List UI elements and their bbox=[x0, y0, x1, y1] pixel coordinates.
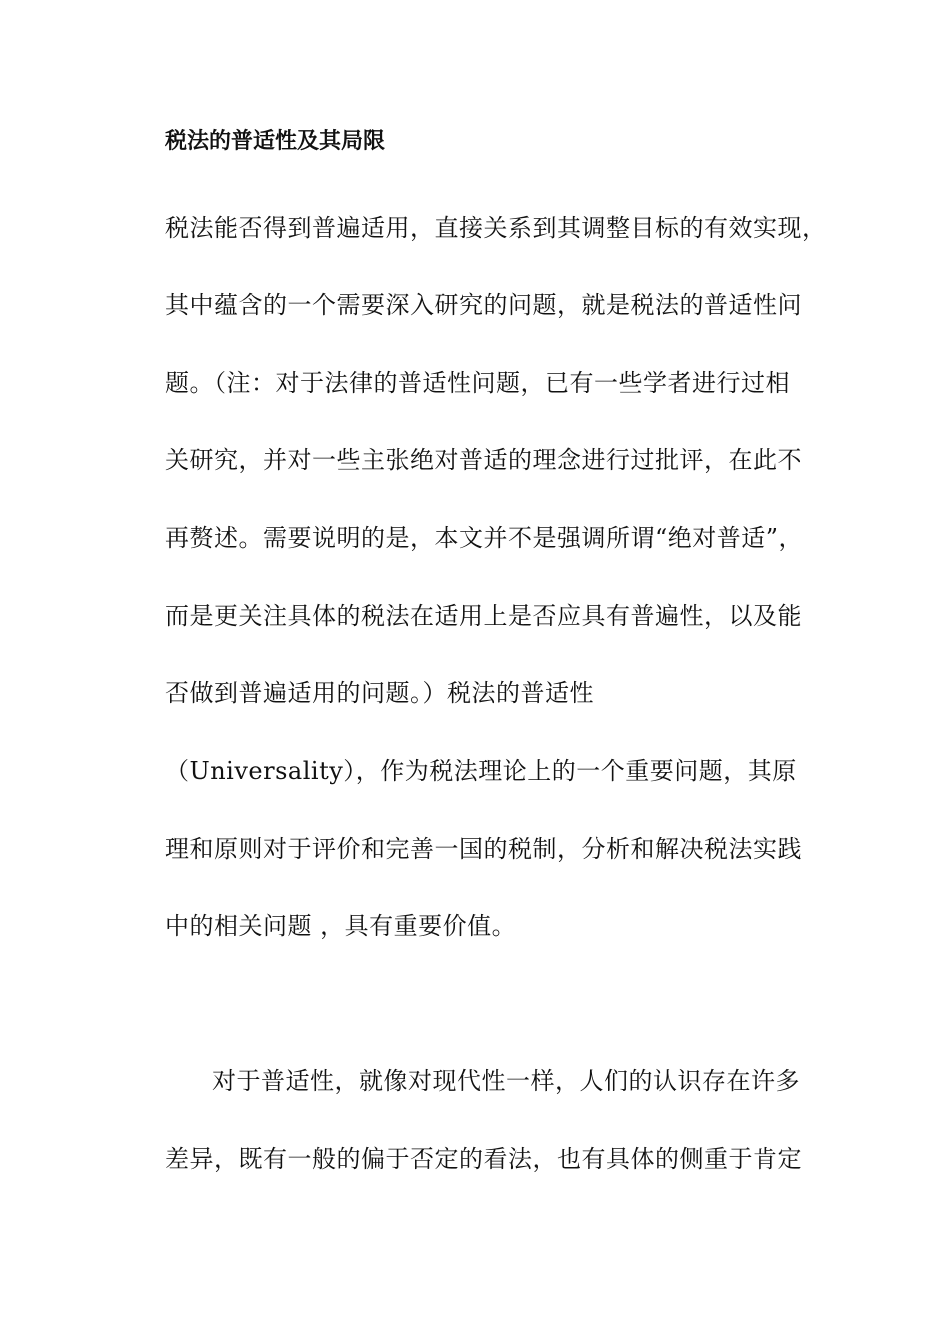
document-title: 税法的普适性及其局限 bbox=[165, 128, 386, 154]
paragraph1-line-3: 题。（注：对于法律的普适性问题，已有一些学者进行过相 bbox=[165, 369, 790, 397]
paragraph2-line-1: 对于普适性，就像对现代性一样，人们的认识存在许多 bbox=[212, 1067, 800, 1095]
paragraph2-line-2: 差异，既有一般的偏于否定的看法，也有具体的侧重于肯定 bbox=[165, 1145, 802, 1173]
paragraph1-line-7: 否做到普遍适用的问题。）税法的普适性 bbox=[165, 679, 594, 707]
paragraph1-line-8: （Universality），作为税法理论上的一个重要问题，其原 bbox=[165, 757, 797, 785]
paragraph1-line-10: 中的相关问题 ，具有重要价值。 bbox=[165, 912, 517, 940]
paragraph1-line-6: 而是更关注具体的税法在适用上是否应具有普遍性，以及能 bbox=[165, 602, 802, 630]
paragraph1-line-5: 再赘述。需要说明的是，本文并不是强调所谓“绝对普适”， bbox=[165, 524, 804, 552]
paragraph1-line-9: 理和原则对于评价和完善一国的税制，分析和解决税法实践 bbox=[165, 835, 802, 863]
paragraph1-line-4: 关研究，并对一些主张绝对普适的理念进行过批评，在此不 bbox=[165, 446, 802, 474]
paragraph1-line-2: 其中蕴含的一个需要深入研究的问题，就是税法的普适性问 bbox=[165, 291, 802, 319]
paragraph1-line-1: 税法能否得到普遍适用，直接关系到其调整目标的有效实现， bbox=[165, 214, 827, 242]
